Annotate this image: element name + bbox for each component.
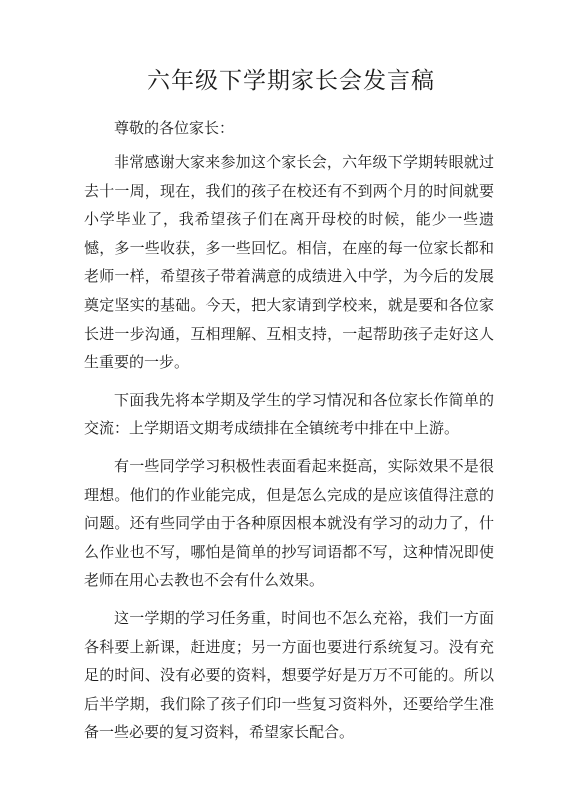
paragraph-3: 有一些同学学习积极性表面看起来挺高，实际效果不是很理想。他们的作业能完成，但是怎么完成的是应该值得注意的问题。还有些同学由于各种原因根本就没有学习的动力了，什么作业也不写，哪怕是简单的抄写词语都不写，这种情况即使老师在用心去教也不会有什么效果。 — [84, 456, 494, 590]
paragraph-4: 这一学期的学习任务重，时间也不怎么充裕，我们一方面各科要上新课，赶进度；另一方面也要进行系统复习。没有充足的时间、没有必要的资料，想要学好是万万不可能的。所以后半学期，我们除了孩子们印一些复习资料外，还要给学生准备一些必要的复习资料，希望家长配合。 — [84, 608, 494, 742]
salutation: 尊敬的各位家长： — [114, 119, 235, 137]
paragraph-1: 非常感谢大家来参加这个家长会，六年级下学期转眼就过去十一周，现在，我们的孩子在校还有不到两个月的时间就要小学毕业了，我希望孩子们在离开母校的时候，能少一些遗憾，多一些收获，多一些回忆。相信，在座的每一位家长都和老师一样，希望孩子带着满意的成绩进入中学，为今后的发展奠定坚实的基础。今天，把大家请到学校来，就是要和各位家长进一步沟通，互相理解、互相支持，一起帮助孩子走好这人生重要的一步。 — [84, 153, 494, 372]
document-title: 六年级下学期家长会发言稿 — [147, 68, 435, 94]
paragraph-2: 下面我先将本学期及学生的学习情况和各位家长作简单的交流：上学期语文期考成绩排在全镇统考中排在中上游。 — [84, 390, 494, 438]
